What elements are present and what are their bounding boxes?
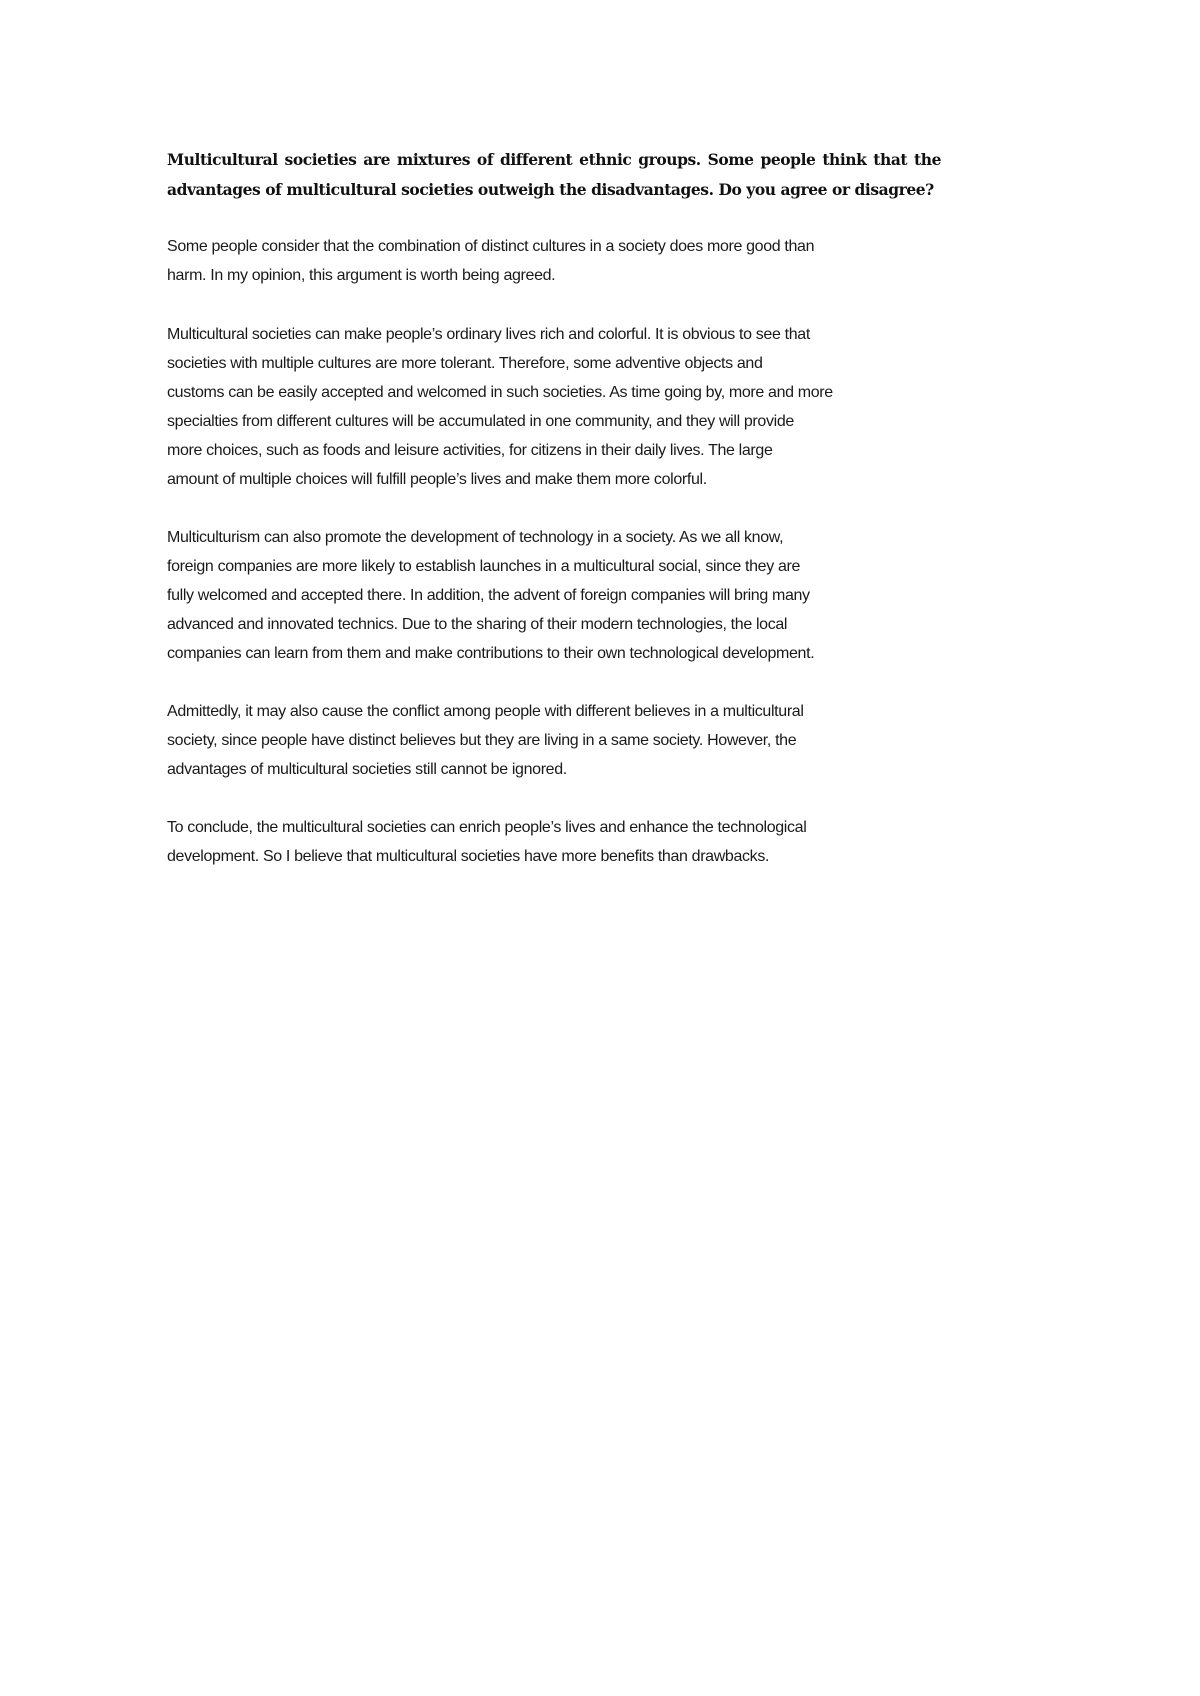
paragraph-line: advantages of multicultural societies still cannot be ignored. xyxy=(167,761,567,778)
paragraph-line: Admittedly, it may also cause the conflict among people with different believes in a multicultural xyxy=(167,703,804,720)
paragraph-line: Multiculturism can also promote the development of technology in a society. As we all know, xyxy=(167,529,784,546)
paragraph-line: development. So I believe that multicultural societies have more benefits than drawbacks. xyxy=(167,848,770,865)
paragraph-line: To conclude, the multicultural societies can enrich people’s lives and enhance the technological xyxy=(167,819,807,836)
paragraph-line: societies with multiple cultures are more tolerant. Therefore, some adventive objects and xyxy=(167,355,763,372)
paragraph-line: harm. In my opinion, this argument is worth being agreed. xyxy=(167,267,556,284)
paragraph-line: Some people consider that the combination of distinct cultures in a society does more good than xyxy=(167,238,815,255)
title-line: Multicultural societies are mixtures of different ethnic groups. Some people think that the xyxy=(167,150,941,169)
paragraph-line: amount of multiple choices will fulfill people’s lives and make them more colorful. xyxy=(167,471,707,488)
paragraph-line: Multicultural societies can make people’s ordinary lives rich and colorful. It is obvious to see that xyxy=(167,326,810,343)
paragraph-line: more choices, such as foods and leisure activities, for citizens in their daily lives. The large xyxy=(167,442,773,459)
paragraph-line: companies can learn from them and make contributions to their own technological development. xyxy=(167,645,815,662)
paragraph-line: specialties from different cultures will be accumulated in one community, and they will provide xyxy=(167,413,794,430)
title-line: advantages of multicultural societies outweigh the disadvantages. Do you agree or disagree? xyxy=(167,180,934,199)
paragraph-line: foreign companies are more likely to establish launches in a multicultural social, since they are xyxy=(167,558,801,575)
paragraph-line: advanced and innovated technics. Due to the sharing of their modern technologies, the local xyxy=(167,616,788,633)
paragraph-line: society, since people have distinct believes but they are living in a same society. However, the xyxy=(167,732,797,749)
paragraph-line: customs can be easily accepted and welcomed in such societies. As time going by, more and more xyxy=(167,384,833,401)
paragraph-line: fully welcomed and accepted there. In addition, the advent of foreign companies will bring many xyxy=(167,587,810,604)
